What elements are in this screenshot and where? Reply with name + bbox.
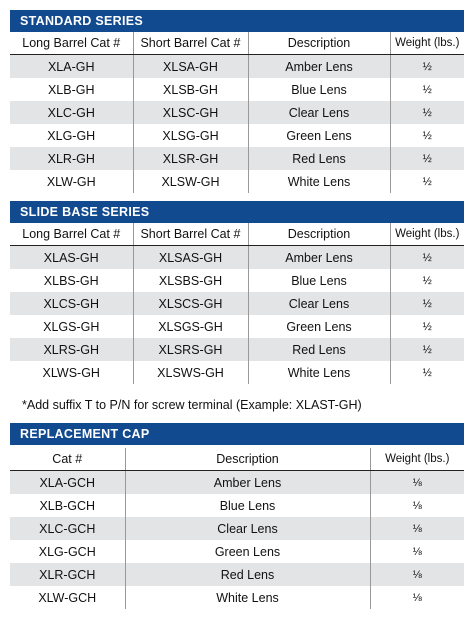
weight-cell: ½ <box>390 338 464 361</box>
column-header-weight: Weight (lbs.) <box>390 32 464 55</box>
long-barrel-cell: XLRS-GH <box>10 338 133 361</box>
column-header-short-barrel: Short Barrel Cat # <box>133 32 248 55</box>
short-barrel-cell: XLSG-GH <box>133 124 248 147</box>
weight-cell: ½ <box>390 292 464 315</box>
table-header-row <box>10 32 464 55</box>
cat-cell: XLW-GCH <box>38 590 97 605</box>
description-cell: Red Lens <box>248 147 390 170</box>
table-header-row <box>10 223 464 246</box>
long-barrel-cell: XLW-GH <box>46 174 96 189</box>
short-barrel-cell: XLSRS-GH <box>133 338 248 361</box>
short-barrel-cell: XLSR-GH <box>133 147 248 170</box>
description-cell: Amber Lens <box>248 246 390 270</box>
weight-cell: ⅛ <box>370 586 464 609</box>
long-barrel-cell: XLAS-GH <box>10 246 133 270</box>
description-cell: White Lens <box>125 586 370 609</box>
standard-series-title: STANDARD SERIES <box>10 10 464 32</box>
table-row <box>10 78 464 101</box>
cat-cell: XLC-GCH <box>10 517 125 540</box>
description-cell: Clear Lens <box>125 517 370 540</box>
column-header-short-barrel: Short Barrel Cat # <box>133 223 248 246</box>
weight-cell: ½ <box>390 315 464 338</box>
slide-base-series-title: SLIDE BASE SERIES <box>10 201 464 223</box>
long-barrel-cell: XLA-GH <box>10 55 133 79</box>
column-header-weight: Weight (lbs.) <box>390 223 464 246</box>
weight-cell: ⅛ <box>370 540 464 563</box>
short-barrel-cell: XLSW-GH <box>133 170 248 193</box>
replacement-cap-title: REPLACEMENT CAP <box>10 423 464 445</box>
short-barrel-cell: XLSWS-GH <box>133 361 248 384</box>
short-barrel-cell: XLSCS-GH <box>133 292 248 315</box>
standard-series-section <box>10 10 464 193</box>
short-barrel-cell: XLSB-GH <box>133 78 248 101</box>
long-barrel-cell: XLB-GH <box>47 82 95 97</box>
long-barrel-cell: XLGS-GH <box>43 319 100 334</box>
weight-cell: ½ <box>390 55 464 79</box>
table-row <box>10 170 464 193</box>
description-cell: White Lens <box>248 361 390 384</box>
table-row <box>10 124 464 147</box>
description-cell: Clear Lens <box>248 292 390 315</box>
table-row <box>10 471 464 495</box>
table-row <box>10 101 464 124</box>
short-barrel-cell: XLSAS-GH <box>133 246 248 270</box>
description-cell: Blue Lens <box>248 269 390 292</box>
description-cell: Clear Lens <box>248 101 390 124</box>
description-cell: Blue Lens <box>125 494 370 517</box>
column-header-cat: Cat # <box>10 448 125 471</box>
table-row <box>10 338 464 361</box>
table-header-row <box>10 448 464 471</box>
slide-base-series-table <box>10 223 464 384</box>
weight-cell: ½ <box>390 124 464 147</box>
long-barrel-cell: XLWS-GH <box>42 365 100 380</box>
column-header-long-barrel: Long Barrel Cat # <box>10 32 133 55</box>
weight-cell: ⅛ <box>370 517 464 540</box>
weight-cell: ½ <box>390 361 464 384</box>
description-cell: White Lens <box>248 170 390 193</box>
description-cell: Amber Lens <box>248 55 390 79</box>
table-row <box>10 361 464 384</box>
description-cell: Green Lens <box>125 540 370 563</box>
weight-cell: ⅛ <box>370 563 464 586</box>
description-cell: Green Lens <box>248 315 390 338</box>
short-barrel-cell: XLSC-GH <box>133 101 248 124</box>
table-row <box>10 494 464 517</box>
column-header-long-barrel: Long Barrel Cat # <box>10 223 133 246</box>
cat-cell: XLA-GCH <box>10 471 125 495</box>
short-barrel-cell: XLSBS-GH <box>133 269 248 292</box>
short-barrel-cell: XLSGS-GH <box>133 315 248 338</box>
description-cell: Green Lens <box>248 124 390 147</box>
column-header-description: Description <box>248 32 390 55</box>
table-row <box>10 55 464 79</box>
description-cell: Red Lens <box>125 563 370 586</box>
table-row <box>10 540 464 563</box>
long-barrel-cell: XLG-GH <box>47 128 96 143</box>
description-cell: Red Lens <box>248 338 390 361</box>
weight-cell: ½ <box>390 269 464 292</box>
table-row <box>10 563 464 586</box>
column-header-weight: Weight (lbs.) <box>370 448 464 471</box>
weight-cell: ½ <box>390 78 464 101</box>
long-barrel-cell: XLCS-GH <box>10 292 133 315</box>
table-row <box>10 292 464 315</box>
cat-cell: XLB-GCH <box>39 498 96 513</box>
table-row <box>10 586 464 609</box>
weight-cell: ½ <box>390 101 464 124</box>
weight-cell: ½ <box>390 170 464 193</box>
table-row <box>10 517 464 540</box>
weight-cell: ½ <box>390 246 464 270</box>
table-row <box>10 315 464 338</box>
weight-cell: ⅛ <box>370 471 464 495</box>
description-cell: Blue Lens <box>248 78 390 101</box>
cat-cell: XLR-GCH <box>10 563 125 586</box>
column-header-description: Description <box>248 223 390 246</box>
table-row <box>10 147 464 170</box>
short-barrel-cell: XLSA-GH <box>133 55 248 79</box>
long-barrel-cell: XLC-GH <box>10 101 133 124</box>
long-barrel-cell: XLBS-GH <box>43 273 99 288</box>
slide-base-series-section <box>10 201 464 384</box>
table-row <box>10 269 464 292</box>
long-barrel-cell: XLR-GH <box>10 147 133 170</box>
description-cell: Amber Lens <box>125 471 370 495</box>
weight-cell: ⅛ <box>370 494 464 517</box>
table-row <box>10 246 464 270</box>
replacement-cap-table <box>10 448 464 609</box>
replacement-cap-section <box>10 423 464 609</box>
screw-terminal-note: *Add suffix T to P/N for screw terminal (Example: XLAST-GH) <box>22 398 362 412</box>
column-header-description: Description <box>125 448 370 471</box>
cat-cell: XLG-GCH <box>38 544 96 559</box>
standard-series-table <box>10 32 464 193</box>
weight-cell: ½ <box>390 147 464 170</box>
